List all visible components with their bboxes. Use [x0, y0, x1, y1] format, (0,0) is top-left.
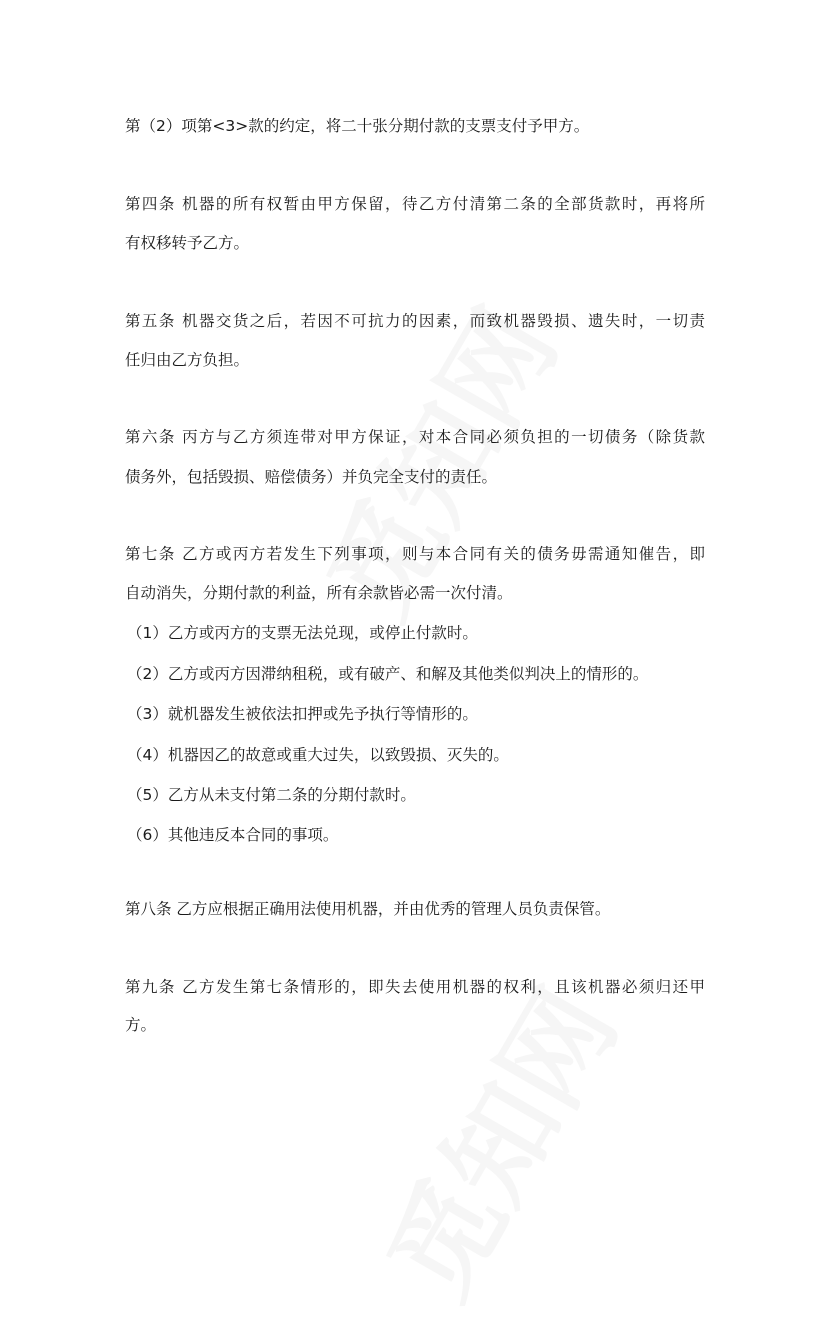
- list-item: （3）就机器发生被依法扣押或先予执行等情形的。: [127, 705, 478, 723]
- article-7-line: 第七条 乙方或丙方若发生下列事项，则与本合同有关的债务毋需通知催告，即: [125, 545, 705, 563]
- article-6-line: 债务外，包括毁损、赔偿债务）并负完全支付的责任。: [125, 468, 498, 486]
- article-9-line: 第九条 乙方发生第七条情形的，即失去使用机器的权利，且该机器必须归还甲: [125, 978, 705, 996]
- list-item: （4）机器因乙的故意或重大过失，以致毁损、灭失的。: [127, 746, 509, 764]
- list-item: （2）乙方或丙方因滞纳租税，或有破产、和解及其他类似判决上的情形的。: [127, 665, 649, 683]
- list-item: （1）乙方或丙方的支票无法兑现，或停止付款时。: [127, 624, 478, 642]
- article-9-line: 方。: [125, 1016, 157, 1034]
- paragraph-line: 第（2）项第<3>款的约定，将二十张分期付款的支票支付予甲方。: [125, 117, 590, 135]
- article-4-line: 有权移转予乙方。: [125, 234, 250, 252]
- watermark: [344, 957, 646, 1321]
- article-8-line: 第八条 乙方应根据正确用法使用机器，并由优秀的管理人员负责保管。: [125, 900, 611, 918]
- article-6-line: 第六条 丙方与乙方须连带对甲方保证，对本合同必须负担的一切债务（除货款: [125, 428, 705, 446]
- article-4-line: 第四条 机器的所有权暂由甲方保留，待乙方付清第二条的全部货款时，再将所: [125, 195, 705, 213]
- article-5-line: 任归由乙方负担。: [125, 351, 250, 369]
- list-item: （5）乙方从未支付第二条的分期付款时。: [127, 786, 416, 804]
- list-item: （6）其他违反本合同的事项。: [127, 826, 339, 844]
- article-7-line: 自动消失，分期付款的利益，所有余款皆必需一次付清。: [125, 584, 513, 602]
- article-5-line: 第五条 机器交货之后，若因不可抗力的因素，而致机器毁损、遗失时，一切责: [125, 312, 705, 330]
